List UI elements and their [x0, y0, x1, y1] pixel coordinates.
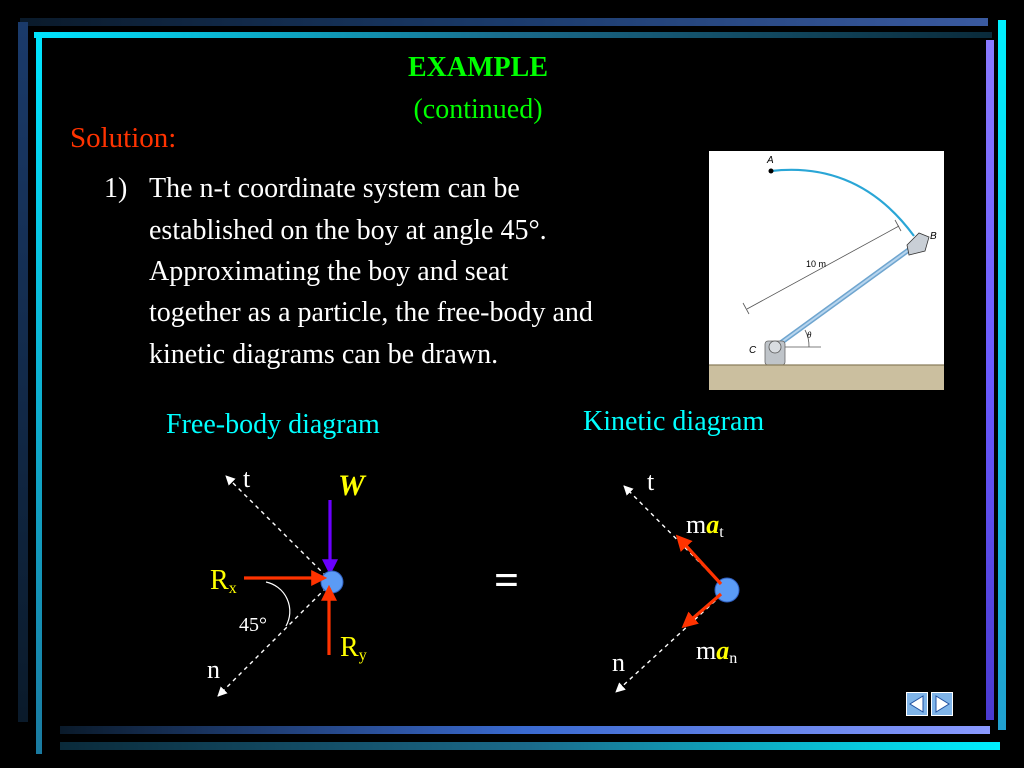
swing-figure: [709, 151, 944, 390]
slide-title: EXAMPLE: [408, 52, 548, 83]
frame-left-bar-cyan: [36, 36, 42, 754]
man-subscript: n: [729, 650, 738, 667]
ry-label: [340, 632, 367, 665]
mat-m: m: [686, 510, 707, 539]
frame-right-bar-cyan: [998, 20, 1006, 730]
equals-sign: =: [494, 556, 520, 605]
point-b-label: B: [930, 231, 937, 242]
angle-45-label: 45°: [239, 614, 267, 636]
swing-illustration: [709, 151, 944, 390]
frame-bottom-bar-cyan: [60, 742, 1000, 750]
triangle-right-icon: [932, 693, 952, 715]
man-m: m: [696, 636, 717, 665]
step-line-4: together as a particle, the free-body and: [149, 297, 593, 328]
ry-subscript: y: [358, 647, 367, 664]
mat-a: a: [706, 510, 720, 539]
rx-subscript: x: [228, 580, 237, 597]
frame-top-bar: [20, 18, 988, 26]
frame-right-bar: [986, 40, 994, 720]
frame-left-bar: [18, 22, 28, 722]
weight-label: W: [338, 469, 365, 502]
step-line-2: established on the boy at angle 45°.: [149, 215, 547, 246]
fbd-caption: Free-body diagram: [166, 409, 380, 440]
fbd-n-label: n: [207, 655, 220, 684]
length-label: 10 m: [806, 259, 827, 269]
rx-main: R: [210, 565, 229, 596]
step-line-3: Approximating the boy and seat: [149, 256, 509, 287]
man-label: [696, 636, 737, 668]
step-line-5: kinetic diagrams can be drawn.: [149, 339, 499, 370]
mat-label: [686, 510, 724, 542]
triangle-left-icon: [907, 693, 927, 715]
slide-subtitle: (continued): [413, 94, 543, 125]
man-a: a: [716, 636, 730, 665]
step-line-1: The n-t coordinate system can be: [149, 173, 520, 204]
step-number: 1): [104, 173, 128, 204]
kinetic-n-label: n: [612, 648, 625, 677]
solution-label: Solution:: [70, 122, 177, 154]
angle-theta-label: θ: [807, 330, 812, 340]
rx-label: [210, 565, 237, 598]
fbd-t-label: t: [243, 464, 251, 493]
prev-slide-button[interactable]: [906, 692, 928, 716]
next-slide-button[interactable]: [931, 692, 953, 716]
frame-top-bar-cyan: [34, 32, 992, 38]
mat-subscript: t: [719, 524, 724, 541]
ry-main: R: [340, 632, 359, 663]
kinetic-t-label: t: [647, 467, 655, 496]
kinetic-caption: Kinetic diagram: [583, 406, 765, 437]
point-c-label: C: [749, 345, 757, 356]
point-a-label: A: [767, 155, 774, 166]
frame-bottom-bar: [60, 726, 990, 734]
